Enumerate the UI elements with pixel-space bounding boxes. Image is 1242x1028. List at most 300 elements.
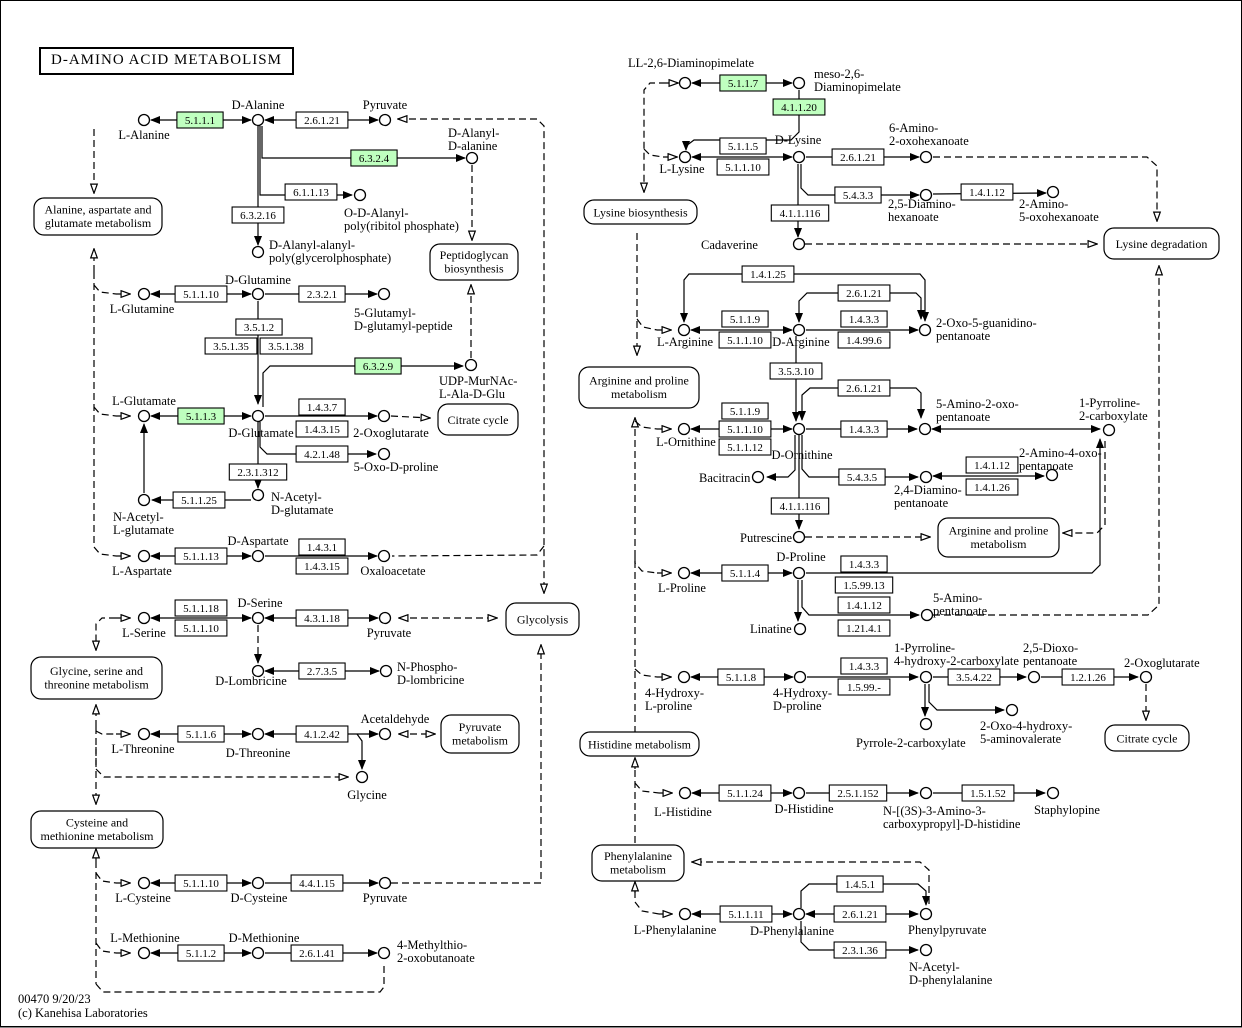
- compound-label: L-proline: [645, 699, 693, 713]
- compound-label: L-Arginine: [656, 335, 714, 349]
- enzyme-ec-label: 1.5.1.52: [970, 788, 1006, 800]
- compound-label: D-Glutamine: [225, 273, 291, 287]
- compound-node-d-arginine[interactable]: [794, 325, 805, 336]
- compound-node-acetaldehyde[interactable]: [380, 729, 391, 740]
- enzyme-box-1.4.3.3[interactable]: [841, 311, 887, 327]
- enzyme-ec-label: 3.5.1.35: [213, 341, 249, 353]
- enzyme-box-6.3.2.16[interactable]: [232, 207, 284, 223]
- compound-label: N-Acetyl-: [909, 960, 960, 974]
- compound-label: Pyruvate: [362, 98, 408, 112]
- reaction-edge: [692, 862, 929, 904]
- enzyme-ec-label: 5.1.1.7: [727, 78, 759, 90]
- pathway-link-label: Cysteine and: [65, 815, 129, 830]
- compound-label: 5-Glutamyl-: [354, 306, 416, 320]
- enzyme-box-2.6.1.21[interactable]: [838, 285, 890, 301]
- compound-label: UDP-MurNAc-: [439, 374, 518, 388]
- pathway-link-label: Histidine metabolism: [588, 737, 691, 752]
- compound-label: D-Lombricine: [215, 674, 287, 688]
- compound-label: Oxaloacetate: [360, 564, 426, 578]
- enzyme-ec-label: 2.6.1.41: [299, 948, 335, 960]
- enzyme-box-4.1.1.116[interactable]: [771, 498, 828, 514]
- compound-node-l-proline[interactable]: [679, 568, 690, 579]
- reaction-edge: [635, 902, 659, 914]
- enzyme-box-2.7.3.5[interactable]: [299, 663, 345, 679]
- compound-label: 2-Amino-4-oxo-: [1019, 446, 1102, 460]
- enzyme-ec-label: 1.4.3.3: [848, 559, 880, 571]
- pathway-link-glycolysis[interactable]: [506, 603, 579, 635]
- enzyme-box-5.1.1.18[interactable]: [175, 600, 227, 616]
- enzyme-box-5.1.1.2[interactable]: [178, 945, 224, 961]
- enzyme-box-1.4.1.26[interactable]: [966, 479, 1018, 495]
- compound-label: N-Acetyl-: [113, 510, 164, 524]
- enzyme-ec-label: 2.3.1.312: [237, 467, 279, 479]
- compound-label: 4-Methylthio-: [397, 938, 468, 952]
- enzyme-box-4.1.1.116[interactable]: [771, 205, 828, 221]
- compound-label: 2-oxohexanoate: [889, 134, 969, 148]
- pathway-link-cysteine-methionine-metabolism[interactable]: [31, 811, 163, 848]
- compound-node-4-hydroxy-l-proline[interactable]: [679, 672, 690, 683]
- compound-node-2-oxoglutarate-2[interactable]: [1141, 672, 1152, 683]
- compound-node-4-methylthio-2-oxobutanoate[interactable]: [379, 948, 390, 959]
- enzyme-ec-label: 2.3.1.36: [842, 945, 878, 957]
- compound-node-2-oxo-5-guanidino-pentanoate[interactable]: [920, 325, 931, 336]
- enzyme-box-3.5.3.10[interactable]: [770, 363, 822, 379]
- enzyme-ec-label: 1.4.3.3: [848, 661, 880, 673]
- compound-label: N-Phospho-: [397, 660, 458, 674]
- compound-node-25-dioxo-pentanoate[interactable]: [1029, 672, 1040, 683]
- pathway-link-label: Phenylalanine: [604, 849, 672, 863]
- enzyme-box-2.3.1.312[interactable]: [229, 464, 286, 480]
- pathway-link-arginine-proline-metabolism-1[interactable]: [579, 367, 699, 408]
- pathway-link-label: Peptidoglycan: [439, 248, 509, 262]
- enzyme-box-5.1.1.9[interactable]: [722, 403, 768, 419]
- enzyme-box-5.1.1.4[interactable]: [722, 565, 768, 581]
- compound-node-meso-26-diaminopimelate[interactable]: [794, 78, 805, 89]
- enzyme-box-2.6.1.21[interactable]: [838, 380, 890, 396]
- enzyme-box-5.1.1.13[interactable]: [175, 548, 227, 564]
- compound-node-pyruvate-3[interactable]: [380, 878, 391, 889]
- compound-node-l-phenylalanine[interactable]: [680, 909, 691, 920]
- enzyme-ec-label: 5.1.1.10: [183, 289, 219, 301]
- pathway-link-label: Lysine biosynthesis: [593, 205, 688, 220]
- compound-label: 5-oxohexanoate: [1019, 210, 1099, 224]
- enzyme-box-6.1.1.13[interactable]: [285, 184, 337, 200]
- compound-node-5-amino-2-oxo-pentanoate[interactable]: [920, 424, 931, 435]
- enzyme-ec-label: 5.1.1.10: [725, 162, 761, 174]
- compound-label: D-Phenylalanine: [749, 924, 835, 938]
- map-number: 00470 9/20/23: [18, 992, 91, 1006]
- compound-label: Acetaldehyde: [360, 712, 430, 726]
- compound-label: Pyruvate: [366, 626, 412, 640]
- compound-node-d-ornithine[interactable]: [794, 424, 805, 435]
- enzyme-box-3.5.1.38[interactable]: [260, 338, 312, 354]
- compound-label: poly(ribitol phosphate): [344, 219, 459, 233]
- compound-node-n-acetyl-d-glutamate[interactable]: [253, 490, 264, 501]
- enzyme-ec-label: 1.5.99.-: [847, 682, 881, 694]
- pathway-title: D-AMINO ACID METABOLISM: [39, 47, 294, 75]
- enzyme-ec-label: 4.2.1.48: [304, 449, 340, 461]
- compound-label: D-Alanine: [231, 98, 285, 112]
- enzyme-ec-label: 4.3.1.18: [304, 613, 340, 625]
- compound-node-linatine[interactable]: [795, 624, 806, 635]
- enzyme-box-5.1.1.3[interactable]: [178, 408, 224, 424]
- enzyme-box-5.1.1.11[interactable]: [720, 906, 772, 922]
- enzyme-box-1.4.1.12[interactable]: [966, 457, 1018, 473]
- compound-node-staphylopine[interactable]: [1048, 788, 1059, 799]
- enzyme-ec-label: 3.5.1.2: [243, 322, 275, 334]
- enzyme-ec-label: 5.1.1.9: [729, 314, 761, 326]
- reaction-edge: [96, 962, 384, 992]
- compound-node-1-pyrroline-2-carboxylate[interactable]: [1104, 425, 1115, 436]
- compound-label: D-alanine: [448, 139, 498, 153]
- compound-label: L-Glutamate: [112, 394, 176, 408]
- enzyme-ec-label: 5.1.1.24: [727, 788, 763, 800]
- enzyme-box-5.1.1.10[interactable]: [175, 620, 227, 636]
- enzyme-box-5.1.1.9[interactable]: [722, 311, 768, 327]
- enzyme-box-1.4.3.3[interactable]: [841, 556, 887, 572]
- enzyme-ec-label: 1.4.1.12: [846, 600, 882, 612]
- enzyme-box-5.1.1.10[interactable]: [175, 286, 227, 302]
- compound-node-l-ornithine[interactable]: [679, 424, 690, 435]
- pathway-link-pyruvate-metabolism[interactable]: [441, 715, 519, 753]
- pathway-link-lysine-degradation[interactable]: [1104, 228, 1219, 259]
- enzyme-ec-label: 1.4.3.15: [304, 561, 340, 573]
- compound-node-5-oxo-d-proline[interactable]: [379, 449, 390, 460]
- compound-node-cadaverine[interactable]: [794, 239, 805, 250]
- enzyme-box-1.2.1.26[interactable]: [1062, 669, 1114, 685]
- compound-node-d-glutamate[interactable]: [253, 411, 264, 422]
- compound-node-ll-26-diaminopimelate[interactable]: [680, 78, 691, 89]
- compound-node-o-d-alanyl-poly[interactable]: [355, 190, 366, 201]
- compound-node-pyrrole-2-carboxylate[interactable]: [921, 719, 932, 730]
- enzyme-box-4.4.1.15[interactable]: [291, 875, 343, 891]
- compound-node-n-3s-3-amino-3-carboxypropyl-d-histidine[interactable]: [921, 788, 932, 799]
- compound-node-d-cysteine[interactable]: [253, 878, 264, 889]
- pathway-link-label: Glycolysis: [516, 612, 569, 627]
- compound-node-l-histidine[interactable]: [680, 788, 691, 799]
- compound-label: D-Alanyl-: [448, 126, 500, 140]
- pathway-link-citrate-cycle-2[interactable]: [1105, 725, 1189, 751]
- reaction-edge: [357, 734, 362, 769]
- pathway-link-label: threonine metabolism: [44, 677, 149, 692]
- compound-label: pentanoate: [936, 329, 991, 343]
- pathway-link-glycine-serine-threonine-metabolism[interactable]: [31, 657, 162, 699]
- compound-label: L-Serine: [122, 626, 166, 640]
- enzyme-box-3.5.1.2[interactable]: [236, 319, 282, 335]
- compound-node-d-alanyl-d-alanine[interactable]: [467, 153, 478, 164]
- enzyme-box-2.6.1.21[interactable]: [834, 906, 886, 922]
- compound-node-l-glutamine[interactable]: [139, 289, 150, 300]
- pathway-link-label: metabolism: [610, 862, 666, 877]
- compound-node-d-histidine[interactable]: [794, 788, 805, 799]
- enzyme-ec-label: 5.1.1.10: [727, 424, 763, 436]
- enzyme-ec-label: 5.1.1.3: [185, 411, 217, 423]
- enzyme-box-1.4.5.1[interactable]: [837, 876, 883, 892]
- enzyme-ec-label: 6.1.1.13: [293, 187, 329, 199]
- compound-node-l-alanine[interactable]: [139, 115, 150, 126]
- compound-node-d-alanyl-alanyl-poly[interactable]: [253, 247, 264, 258]
- compound-label: 4-hydroxy-2-carboxylate: [894, 654, 1019, 668]
- enzyme-box-5.1.1.10[interactable]: [719, 332, 771, 348]
- enzyme-ec-label: 1.4.1.12: [969, 187, 1005, 199]
- compound-node-6-amino-2-oxohexanoate[interactable]: [921, 152, 932, 163]
- compound-label: 2-carboxylate: [1079, 409, 1148, 423]
- enzyme-box-5.1.1.6[interactable]: [178, 726, 224, 742]
- enzyme-box-1.5.1.52[interactable]: [962, 785, 1014, 801]
- pathway-link-label: biosynthesis: [444, 261, 504, 276]
- enzyme-box-5.1.1.12[interactable]: [719, 439, 771, 455]
- enzyme-ec-label: 5.1.1.18: [183, 603, 219, 615]
- compound-label: 5-Amino-: [933, 591, 983, 605]
- pathway-link-alanine-aspartate-glutamate-metabolism[interactable]: [34, 198, 162, 235]
- compound-label: Putrescine: [740, 531, 793, 545]
- enzyme-ec-label: 1.4.1.12: [974, 460, 1010, 472]
- compound-node-putrescine[interactable]: [794, 532, 805, 543]
- compound-label: pentanoate: [1023, 654, 1078, 668]
- enzyme-box-1.4.3.15[interactable]: [296, 421, 348, 437]
- compound-label: D-lombricine: [397, 673, 465, 687]
- compound-label: Glycine: [347, 788, 387, 802]
- compound-node-l-glutamate[interactable]: [139, 411, 150, 422]
- enzyme-ec-label: 2.6.1.21: [846, 288, 882, 300]
- compound-label: 4-Hydroxy-: [645, 686, 705, 700]
- compound-label: pentanoate: [1019, 459, 1074, 473]
- compound-label: 2,4-Diamino-: [894, 483, 962, 497]
- enzyme-ec-label: 5.4.3.3: [842, 190, 874, 202]
- enzyme-box-6.3.2.9[interactable]: [355, 358, 401, 374]
- compound-label: D-Aspartate: [227, 534, 289, 548]
- enzyme-box-1.5.99.13[interactable]: [835, 577, 892, 593]
- enzyme-box-1.4.3.1[interactable]: [299, 539, 345, 555]
- compound-label: D-Histidine: [774, 802, 834, 816]
- enzyme-ec-label: 5.4.3.5: [846, 472, 878, 484]
- compound-node-l-methionine[interactable]: [139, 948, 150, 959]
- compound-node-d-phenylalanine[interactable]: [794, 909, 805, 920]
- enzyme-box-5.1.1.10[interactable]: [175, 875, 227, 891]
- enzyme-ec-label: 1.4.1.25: [750, 269, 786, 281]
- enzyme-ec-label: 2.3.2.1: [306, 289, 338, 301]
- compound-node-bacitracin[interactable]: [753, 472, 764, 483]
- enzyme-box-2.3.1.36[interactable]: [834, 942, 886, 958]
- pathway-diagram: [1, 1, 1242, 1028]
- compound-node-l-lysine[interactable]: [680, 152, 691, 163]
- compound-node-5-amino-pentanoate[interactable]: [922, 610, 933, 621]
- compound-node-l-aspartate[interactable]: [139, 551, 150, 562]
- compound-label: L-Ala-D-Glu: [439, 387, 505, 401]
- compound-label: N-Acetyl-: [271, 490, 322, 504]
- compound-label: 1-Pyrroline-: [1079, 396, 1141, 410]
- reaction-edge: [802, 388, 841, 420]
- compound-node-n-acetyl-d-phenylalanine[interactable]: [921, 945, 932, 956]
- enzyme-ec-label: 1.4.3.3: [848, 314, 880, 326]
- compound-node-2-oxo-4-hydroxy-5-aminovalerate[interactable]: [1007, 705, 1018, 716]
- enzyme-box-2.6.1.21[interactable]: [832, 149, 884, 165]
- compound-node-2-oxoglutarate-1[interactable]: [379, 411, 390, 422]
- compound-label: D-Ornithine: [771, 448, 833, 462]
- enzyme-ec-label: 2.5.1.152: [837, 788, 879, 800]
- compound-node-d-lysine[interactable]: [794, 152, 805, 163]
- enzyme-box-1.4.1.12[interactable]: [961, 184, 1013, 200]
- enzyme-box-1.4.3.3[interactable]: [841, 658, 887, 674]
- reaction-edge: [635, 783, 659, 793]
- enzyme-box-1.4.1.25[interactable]: [742, 266, 794, 282]
- enzyme-box-5.1.1.8[interactable]: [718, 669, 764, 685]
- compound-label: L-Methionine: [110, 931, 180, 945]
- pathway-link-label: Arginine and proline: [948, 523, 1049, 538]
- reaction-edge: [887, 388, 921, 418]
- enzyme-box-1.4.99.6[interactable]: [838, 332, 890, 348]
- compound-node-1-pyrroline-4-hydroxy-2-carboxylate[interactable]: [921, 672, 932, 683]
- compound-node-d-methionine[interactable]: [253, 948, 264, 959]
- enzyme-ec-label: 5.1.1.2: [185, 948, 217, 960]
- enzyme-box-6.3.2.4[interactable]: [351, 150, 397, 166]
- compound-label: L-Lysine: [659, 162, 705, 176]
- compound-node-d-aspartate[interactable]: [253, 551, 264, 562]
- pathway-link-label: Lysine degradation: [1115, 237, 1208, 251]
- compound-node-n-phospho-d-lombricine[interactable]: [381, 666, 392, 677]
- enzyme-ec-label: 1.4.5.1: [844, 879, 876, 891]
- enzyme-box-5.1.1.24[interactable]: [719, 785, 771, 801]
- enzyme-ec-label: 1.4.3.7: [306, 402, 338, 414]
- compound-node-phenylpyruvate[interactable]: [921, 909, 932, 920]
- compound-node-l-serine[interactable]: [139, 613, 150, 624]
- enzyme-box-2.6.1.41[interactable]: [291, 945, 343, 961]
- enzyme-box-5.1.1.1[interactable]: [177, 112, 223, 128]
- enzyme-box-5.1.1.10[interactable]: [717, 159, 769, 175]
- pathway-link-arginine-proline-metabolism-2[interactable]: [938, 518, 1059, 557]
- compound-label: Phenylpyruvate: [908, 923, 987, 937]
- compound-node-24-diamino-pentanoate[interactable]: [921, 472, 932, 483]
- compound-node-pyruvate-1[interactable]: [380, 115, 391, 126]
- compound-node-l-cysteine[interactable]: [139, 878, 150, 889]
- reaction-edge: [929, 684, 1004, 710]
- compound-label: L-Cysteine: [115, 891, 171, 905]
- pathway-link-label: Pyruvate: [458, 720, 502, 734]
- reaction-edge: [391, 416, 430, 418]
- compound-node-l-arginine[interactable]: [679, 325, 690, 336]
- compound-label: Staphylopine: [1034, 803, 1100, 817]
- compound-label: D-Threonine: [225, 746, 291, 760]
- compound-label: Bacitracin: [699, 471, 751, 485]
- reaction-edge: [887, 293, 921, 319]
- compound-label: L-glutamate: [113, 523, 175, 537]
- pathway-link-label: metabolism: [452, 733, 508, 748]
- enzyme-box-1.4.3.15[interactable]: [296, 558, 348, 574]
- map-copyright: (c) Kanehisa Laboratories: [18, 1006, 148, 1020]
- enzyme-box-1.4.3.7[interactable]: [299, 399, 345, 415]
- compound-label: 2-Oxo-5-guanidino-: [936, 316, 1037, 330]
- enzyme-ec-label: 4.1.1.116: [779, 501, 821, 513]
- compound-label: D-Glutamate: [228, 426, 294, 440]
- enzyme-box-5.1.1.10[interactable]: [719, 421, 771, 437]
- compound-label: meso-2,6-: [814, 67, 865, 81]
- enzyme-box-1.21.4.1[interactable]: [838, 620, 890, 636]
- enzyme-ec-label: 5.1.1.10: [727, 335, 763, 347]
- enzyme-box-2.5.1.152[interactable]: [829, 785, 886, 801]
- enzyme-ec-label: 1.4.3.3: [848, 424, 880, 436]
- compound-label: D-glutamyl-peptide: [354, 319, 453, 333]
- enzyme-ec-label: 6.3.2.9: [362, 361, 394, 373]
- compound-node-pyruvate-2[interactable]: [380, 613, 391, 624]
- compound-node-udp-murnac[interactable]: [466, 360, 477, 371]
- compound-label: D-Serine: [237, 596, 283, 610]
- enzyme-box-4.3.1.18[interactable]: [296, 610, 348, 626]
- pathway-link-histidine-metabolism[interactable]: [580, 732, 699, 756]
- compound-label: L-Proline: [658, 581, 706, 595]
- enzyme-ec-label: 1.21.4.1: [846, 623, 882, 635]
- pathway-link-label: Glycine, serine and: [50, 664, 143, 678]
- compound-label: 5-Oxo-D-proline: [353, 460, 439, 474]
- enzyme-box-1.5.99.-[interactable]: [838, 679, 890, 695]
- enzyme-ec-label: 1.4.3.1: [306, 542, 338, 554]
- pathway-link-label: Alanine, aspartate and: [44, 202, 152, 217]
- compound-node-d-serine[interactable]: [253, 613, 264, 624]
- enzyme-box-3.5.1.35[interactable]: [205, 338, 257, 354]
- enzyme-box-2.3.2.1[interactable]: [299, 286, 345, 302]
- compound-node-d-threonine[interactable]: [253, 729, 264, 740]
- pathway-link-phenylalanine-metabolism[interactable]: [592, 845, 684, 881]
- compound-node-d-glutamine[interactable]: [253, 289, 264, 300]
- compound-label: L-Phenylalanine: [633, 923, 717, 937]
- enzyme-ec-label: 5.1.1.5: [727, 141, 759, 153]
- enzyme-box-2.6.1.21[interactable]: [296, 112, 348, 128]
- enzyme-box-4.1.2.42[interactable]: [296, 726, 348, 742]
- enzyme-box-1.4.1.12[interactable]: [838, 597, 890, 613]
- enzyme-ec-label: 1.5.99.13: [843, 580, 885, 592]
- pathway-link-peptidoglycan-biosynthesis[interactable]: [430, 244, 518, 280]
- reaction-edge: [635, 669, 657, 677]
- pathway-link-label: methionine metabolism: [40, 829, 154, 843]
- compound-node-n-acetyl-l-glutamate[interactable]: [139, 495, 150, 506]
- enzyme-box-5.1.1.5[interactable]: [720, 138, 766, 154]
- compound-label: Pyrrole-2-carboxylate: [856, 736, 966, 750]
- compound-label: L-Threonine: [111, 742, 175, 756]
- pathway-link-label: Citrate cycle: [1116, 731, 1178, 746]
- compound-node-l-threonine[interactable]: [139, 729, 150, 740]
- compound-label: D-proline: [773, 699, 822, 713]
- compound-node-4-hydroxy-d-proline[interactable]: [795, 672, 806, 683]
- compound-node-5-glutamyl-d-glutamyl-peptide[interactable]: [379, 289, 390, 300]
- enzyme-box-5.4.3.5[interactable]: [839, 469, 885, 485]
- compound-label: 2-Oxoglutarate: [1124, 656, 1200, 670]
- enzyme-box-4.1.1.20[interactable]: [773, 99, 825, 115]
- enzyme-box-5.1.1.25[interactable]: [173, 492, 225, 508]
- reaction-edge: [94, 285, 116, 294]
- compound-label: L-Ornithine: [656, 435, 716, 449]
- compound-node-d-proline[interactable]: [794, 568, 805, 579]
- enzyme-ec-label: 5.1.1.4: [729, 568, 761, 580]
- enzyme-box-4.2.1.48[interactable]: [296, 446, 348, 462]
- enzyme-box-3.5.4.22[interactable]: [948, 669, 1000, 685]
- compound-label: 2-Oxo-4-hydroxy-: [980, 719, 1073, 733]
- compound-label: D-glutamate: [271, 503, 334, 517]
- reaction-edge: [799, 293, 841, 322]
- pathway-link-lysine-biosynthesis[interactable]: [584, 200, 697, 224]
- compound-node-2-amino-5-oxohexanoate[interactable]: [1048, 187, 1059, 198]
- enzyme-box-5.4.3.3[interactable]: [835, 187, 881, 203]
- compound-node-oxaloacetate[interactable]: [379, 551, 390, 562]
- map-footer: [18, 992, 148, 1020]
- reaction-edge: [644, 149, 663, 157]
- reaction-edge: [94, 547, 116, 556]
- compound-node-glycine[interactable]: [357, 772, 368, 783]
- enzyme-box-1.4.3.3[interactable]: [841, 421, 887, 437]
- pathway-link-citrate-cycle-1[interactable]: [438, 404, 518, 435]
- compound-label: Diaminopimelate: [814, 80, 901, 94]
- enzyme-ec-label: 4.1.1.116: [779, 208, 821, 220]
- compound-node-d-alanine[interactable]: [253, 115, 264, 126]
- enzyme-box-5.1.1.7[interactable]: [720, 75, 766, 91]
